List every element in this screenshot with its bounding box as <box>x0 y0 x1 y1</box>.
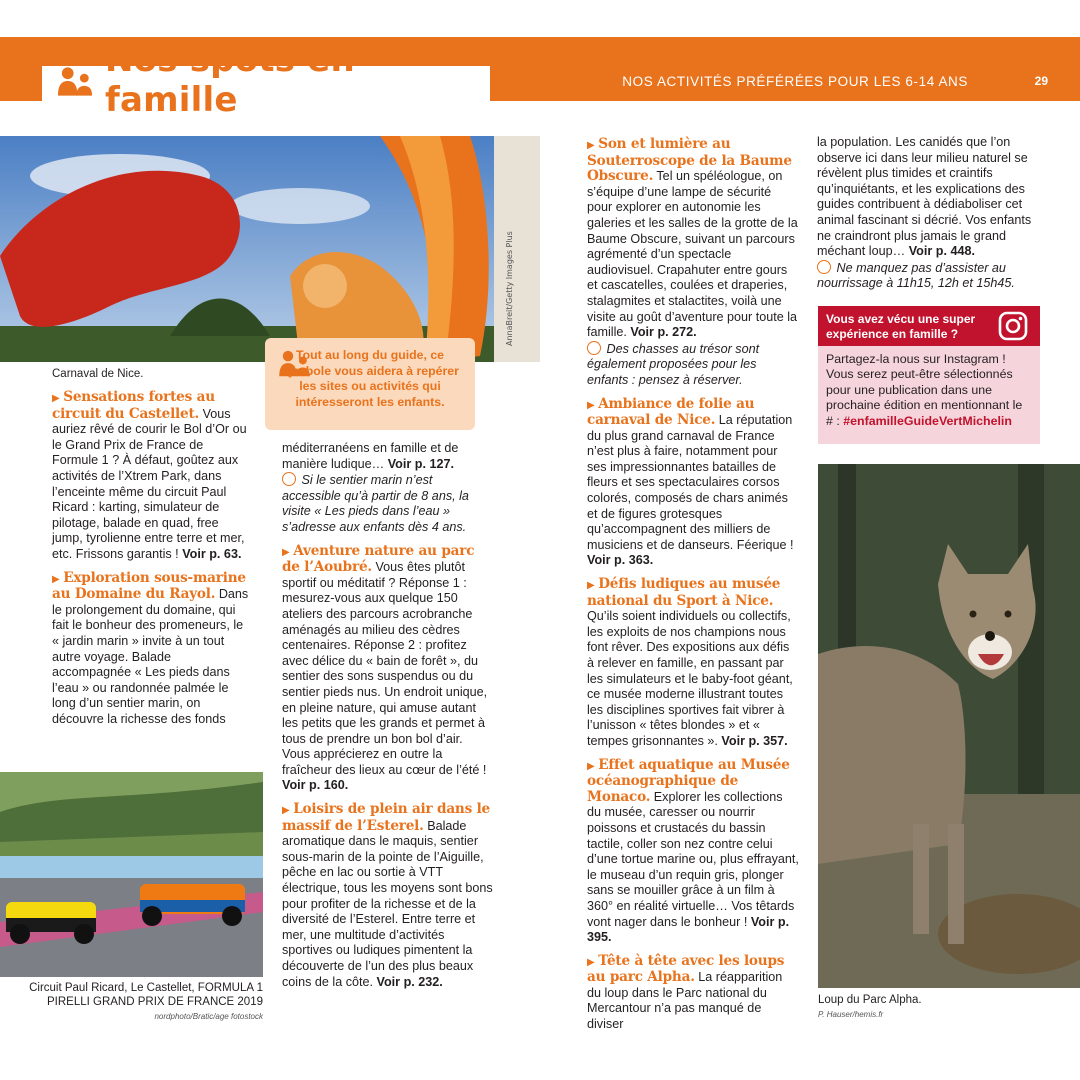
article-oceanographique: ▶ Effet aquatique au Musée océanographique de Monaco. Explorer les collections du musée, caresser ou nourrir poissons et crustacés du bassin tactile, coller son nez contre celui d’une tortue marine ou, plus effrayant, le museau d’un requin gris, plonger sans se mouiller grâce à un film à 360° en réalité virtuelle… Vos têtards vont nager dans le bonheur ! Voir p. 395. <box>587 756 799 945</box>
title-box <box>42 40 490 120</box>
instagram-box <box>818 306 1040 444</box>
article-esterel: ▶ Loisirs de plein air dans le massif de l’Esterel. Balade aromatique dans le maquis, sentier sous-marin de la pointe de l’Aiguille, pêche en lac ou sortie à VTT électrique, tous les moyens sont bons pour profiter de la richesse et de la diversité de l’Esterel. Entre terre et mer, une multitude d’activités sportives ou ludiques pimentent la découverte de l’un des plus beaux coins de la côte. Voir p. 232. <box>282 801 493 989</box>
article-aoubre: ▶ Aventure nature au parc de l’Aoubré. Vous êtes plutôt sportif ou méditatif ? Réponse 1 : mesurez-vous aux quelque 150 ateliers des parcours acrobranche aménagés au milieu des cèdres centenaires. Réponse 2 : profitez avec délice du « bain de forêt », du sentier des sons suspendus ou du sentier pieds nus. Un endroit unique, en pleine nature, qui amuse autant les petits que les grands et permet à tous de prendre un bon bol d’air. Vous apprécierez en outre la fraîcheur des lieux au cœur de l’été ! Voir p. 160. <box>282 542 488 793</box>
family-icon <box>56 66 95 98</box>
article-body: Qu’ils soient individuels ou collectifs, les exploits de nos champions nous font rêver. Des expositions aux défis à relever en famille, en passant par les simulateurs et le baby-foot géant, ce musée moderne illustrant toutes les disciplines sportives fait vibrer à l’unisson « têtes blondes » et « tempes grisonnantes ». <box>587 609 793 748</box>
column-3 <box>587 137 799 1041</box>
kid-face-icon <box>587 341 601 355</box>
article-body: Vous auriez rêvé de courir le Bol d’Or ou le Grand Prix de France de Formule 1 ? À défaut, goûtez aux activités de l’Xtrem Park, dans l’enceinte même du circuit Paul Ricard : karting, simulateur de pilotage, balade en quad, free jump, tyrolienne entre terre et mer, etc. Frissons garantis ! <box>52 406 247 561</box>
article-body: Balade aromatique dans le maquis, sentier sous-marin de la pointe de l’Aiguille, pêche en lac ou sortie à VTT électrique, tous les moyens sont bons pour profiter de la richesse et de la diversité de l’Esterel. Entre terre et mer, une multitude d’activités sportives ou ludiques pimentent la découverte de l’un des plus beaux coins de la côte. <box>282 818 493 989</box>
article-parc-alpha: ▶ Tête à tête avec les loups au parc Alpha. La réapparition du loup dans le Parc national du Mercantour n’a pas manqué de diviser <box>587 952 785 1032</box>
article-parc-alpha-continued <box>817 135 1039 292</box>
article-title: Sensations fortes au circuit du Castellet. <box>52 389 215 422</box>
page-reference-link[interactable]: Voir p. 448. <box>908 244 975 259</box>
article-body: Vous êtes plutôt sportif ou méditatif ? Réponse 1 : mesurez-vous aux quelque 150 ateliers des parcours acrobranche aménagés au milieu des cèdres centenaires. Réponse 2 : profitez avec délice du « bain de forêt », du sentier des sons suspendus ou du sentier pieds nus. Un endroit unique, en pleine nature, qui amuse autant les petits que les grands et permet à tous de prendre un bon bol d’air. Vous apprécierez en outre la fraîcheur des lieux au cœur de l’été ! <box>282 560 488 777</box>
page-reference-link[interactable]: Voir p. 357. <box>721 733 788 748</box>
article-rayol: ▶ Exploration sous-marine au Domaine du Rayol. Dans le prolongement du domaine, qui fait le bonheur des promeneurs, le « jardin marin » invite à un tout autre voyage. Balade accompagnée « Les pieds dans l’eau » ou randonnée palmée le long d’un sentier marin, on découvre la richesse des fonds <box>52 569 249 726</box>
instagram-hashtag[interactable]: #enfamilleGuideVertMichelin <box>843 413 1012 428</box>
kid-face-icon <box>817 260 831 274</box>
tip-note: Si le sentier marin n’est accessible qu’à partir de 8 ans, la visite « Les pieds dans l’eau » s’adresse aux enfants dès 4 ans. <box>282 473 469 534</box>
page-reference-link[interactable]: Voir p. 272. <box>630 325 697 340</box>
article-musee-sport: ▶ Défis ludiques au musée national du Sport à Nice. Qu’ils soient individuels ou collectifs, les exploits de nos champions nous font rêver. Des expositions aux défis à relever en famille, en passant par les simulateurs et le baby-foot géant, ce musée moderne illustrant toutes les disciplines sportives fait vibrer à l’unisson « têtes blondes » et « tempes grisonnantes ». Voir p. 357. <box>587 576 793 748</box>
article-body: Dans le prolongement du domaine, qui fait le bonheur des promeneurs, le « jardin marin » invite à un tout autre voyage. Balade accompagnée « Les pieds dans l’eau » ou randonnée palmée le long d’un sentier marin, on découvre la richesse des fonds <box>52 587 249 726</box>
article-title: Exploration sous-marine au Domaine du Rayol. <box>52 569 246 603</box>
page-reference-link[interactable]: Voir p. 127. <box>387 456 454 471</box>
article-title: Loisirs de plein air dans le massif de l’Esterel. <box>282 801 491 834</box>
f1-credit: nordphoto/Bratic/age fotostock <box>154 1012 263 1021</box>
instagram-icon[interactable] <box>998 311 1028 341</box>
wolf-photo <box>818 464 1080 988</box>
article-carnaval: ▶ Ambiance de folie au carnaval de Nice. La réputation du plus grand carnaval de France n’est plus à faire, notamment pour ses impressionnantes batailles de fleurs et ses spectaculaires corsos colorés, composés de chars animés et de figures grotesques qu’accompagnent des milliers de musiciens et de danseurs. Féerique ! Voir p. 363. <box>587 395 794 568</box>
article-rayol-continued <box>282 441 494 536</box>
article-title: Son et lumière au Souterroscope de la Baume Obscure. <box>587 136 792 185</box>
kid-face-icon <box>282 472 296 486</box>
f1-photo <box>0 772 263 977</box>
page-title: Nos spots en famille <box>105 40 355 120</box>
article-castellet: ▶ Sensations fortes au circuit du Castellet. Vous auriez rêvé de courir le Bol d’Or ou le Grand Prix de France de Formule 1 ? À défaut, goûtez aux activités de l’Xtrem Park, dans l’enceinte même du circuit Paul Ricard : karting, simulateur de pilotage, balade en quad, free jump, tyrolienne entre terre et mer, etc. Frissons garantis ! Voir p. 63. <box>52 389 247 561</box>
article-body: la population. Les canidés que l’on observe ici dans leur milieu naturel se révèlent plus timides et craintifs qu’inquiétants, et les explications des guides contribuent à dédiaboliser cet animal fascinant si décrié. Vos enfants ne craindront plus jamais le grand méchant loup… <box>817 135 1032 259</box>
f1-caption-text: Circuit Paul Ricard, Le Castellet, FORMULA 1 PIRELLI GRAND PRIX DE FRANCE 2019 <box>29 982 263 1008</box>
page-reference-link[interactable]: Voir p. 160. <box>282 778 349 793</box>
wolf-caption-text: Loup du Parc Alpha. <box>818 994 922 1006</box>
f1-caption <box>0 981 263 1024</box>
article-body: Explorer les collections du musée, caresser ou nourrir poissons et crustacés du bassin tactile, coller son nez contre celui d’une tortue marine ou, plus effrayant, le museau d’un requin gris, plonger sans se mouiller grâce à un film à 360° en réalité virtuelle… Vos têtards vont nager dans le bonheur ! <box>587 789 799 929</box>
instagram-text: Partagez-la nous sur Instagram ! Vous serez peut-être sélectionnés pour une publication dans une prochaine édition en mentionnant le # : <box>826 352 1023 428</box>
instagram-heading: Vous avez vécu une super expérience en famille ? <box>826 312 976 341</box>
article-title: Ambiance de folie au carnaval de Nice. <box>587 395 755 429</box>
family-symbol-callout <box>265 338 475 430</box>
column-4 <box>817 135 1039 300</box>
instagram-body <box>818 346 1040 435</box>
page-reference-link[interactable]: Voir p. 363. <box>587 553 654 568</box>
page-reference-link[interactable]: Voir p. 63. <box>182 546 242 561</box>
wolf-caption <box>818 993 922 1022</box>
tip-note: Des chasses au trésor sont également proposées pour les enfants : pensez à réserver. <box>587 341 760 387</box>
carnival-caption: Carnaval de Nice. <box>52 368 144 380</box>
article-body: méditerranéens en famille et de manière ludique… <box>282 441 459 471</box>
page-reference-link[interactable]: Voir p. 395. <box>587 914 790 945</box>
instagram-header <box>818 306 1040 346</box>
article-body: Tel un spéléologue, on s’équipe d’une lampe de sécurité pour explorer en autonomie les galeries et les salles de la grotte de la Baume Obscure, suivant un parcours agrémenté d’un spectacle audiovisuel. Crapahuter entre gours et cascatelles, coulées et draperies, stalagmites et stalactites, voilà une visite au goût d’aventure pour toute la famille. <box>587 169 798 340</box>
wolf-credit: P. Hauser/hemis.fr <box>818 1010 884 1019</box>
article-title: Tête à tête avec les loups au parc Alpha. <box>587 952 785 986</box>
article-title: Défis ludiques au musée national du Sport à Nice. <box>587 576 781 609</box>
article-body: La réputation du plus grand carnaval de France n’est plus à faire, notamment pour ses impressionnantes batailles de fleurs et ses spectaculaires corsos colorés, composés de chars animés et de figures grotesques qu’accompagnent des milliers de musiciens et de danseurs. Féerique ! <box>587 413 794 552</box>
article-title: Aventure nature au parc de l’Aoubré. <box>282 542 475 576</box>
article-souterroscope: ▶ Son et lumière au Souterroscope de la Baume Obscure. Tel un spéléologue, on s’équipe d’une lampe de sécurité pour explorer en autonomie les galeries et les salles de la grotte de la Baume Obscure, suivant un parcours agrémenté d’un spectacle audiovisuel. Crapahuter entre gours et cascatelles, coulées et draperies, stalagmites et stalactites, voilà une visite au goût d’aventure pour toute la famille. Voir p. 272. Des chasses au trésor sont également proposées pour les enfants : pensez à réserver. <box>587 136 798 387</box>
tip-note: Ne manquez pas d’assister au nourrissage à 11h15, 12h et 15h45. <box>817 260 1015 291</box>
carnival-photo <box>0 136 540 362</box>
page-reference-link[interactable]: Voir p. 232. <box>376 974 443 989</box>
callout-text: Tout au long du guide, ce symbole vous aidera à repérer les sites ou activités qui intéresseront les enfants. <box>281 348 459 409</box>
header-subtitle: NOS ACTIVITÉS PRÉFÉRÉES POUR LES 6-14 ANS <box>622 74 968 89</box>
column-1 <box>52 390 252 735</box>
article-title: Effet aquatique au Musée océanographique de Monaco. <box>587 756 790 805</box>
column-2 <box>282 441 494 998</box>
page-number: 29 <box>1034 74 1048 88</box>
article-body: La réapparition du loup dans le Parc national du Mercantour n’a pas manqué de diviser <box>587 970 783 1032</box>
carnival-credit: AnnaBreit/Getty Images Plus <box>505 231 514 346</box>
